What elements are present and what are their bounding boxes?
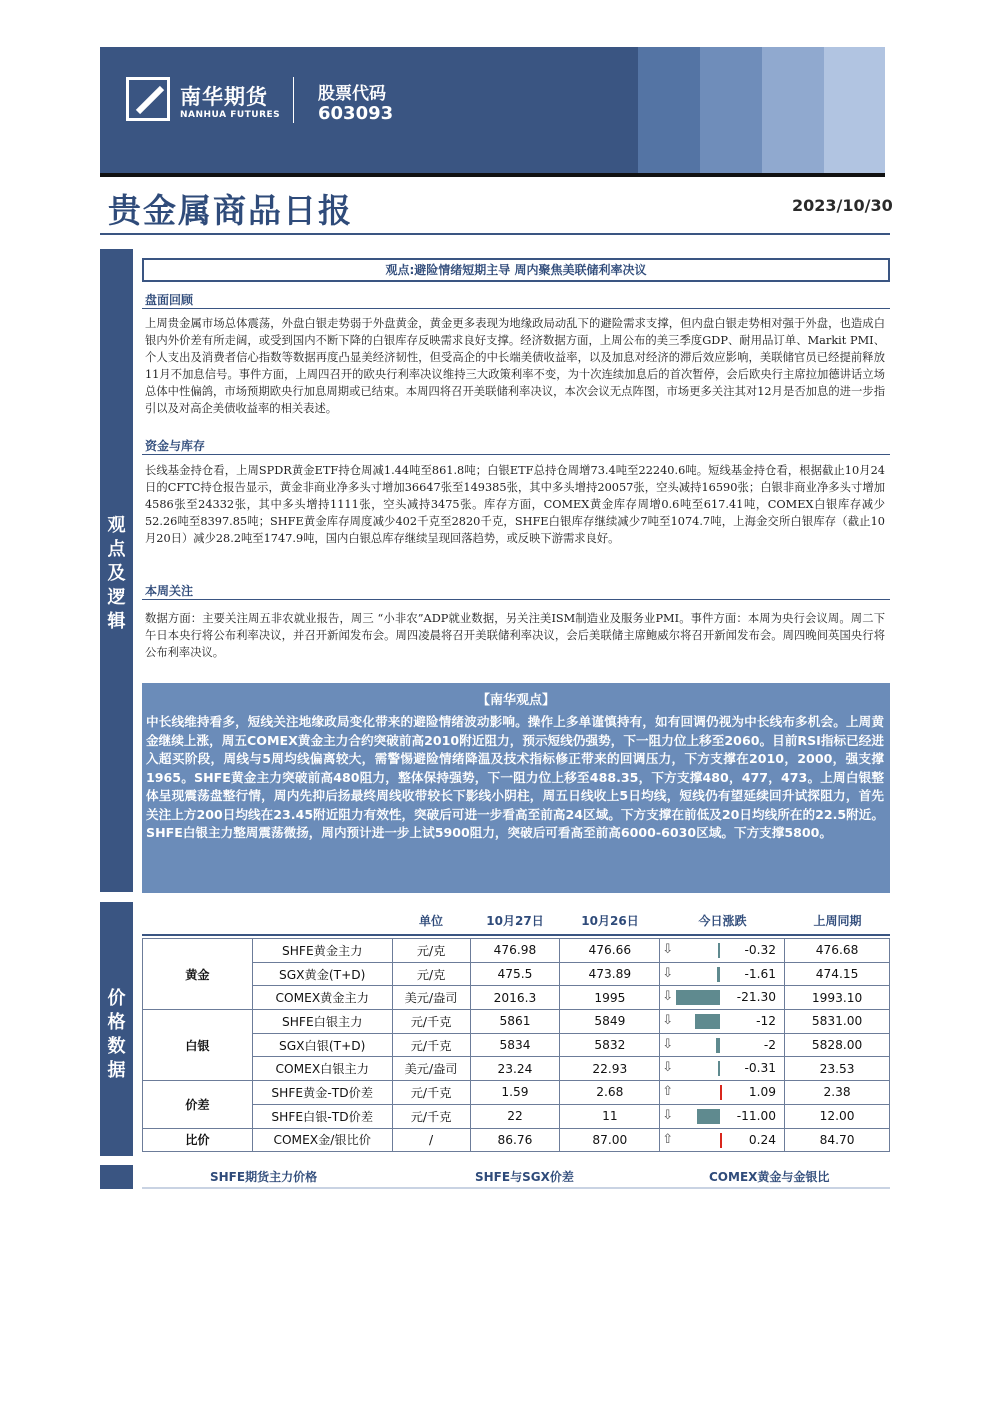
table-row <box>143 1057 890 1081</box>
date2-value: 22.93 <box>560 1057 660 1081</box>
banner-stripe <box>638 47 700 173</box>
change-value: -12 <box>756 1014 777 1029</box>
col-header-date1: 10月27日 <box>486 914 544 928</box>
instrument-name: SHFE白银主力 <box>252 1010 392 1034</box>
sidebar-view-logic <box>100 249 133 892</box>
change-cell <box>660 1128 785 1152</box>
sidebar-charts-marker <box>100 1165 133 1189</box>
row-group-label: 比价 <box>143 1128 253 1152</box>
unit-cell: 元/千克 <box>392 1033 470 1057</box>
date2-value: 476.66 <box>560 939 660 963</box>
unit-cell: 元/千克 <box>392 1104 470 1128</box>
instrument-name: SGX白银(T+D) <box>252 1033 392 1057</box>
section-title-funds: 资金与库存 <box>145 439 206 453</box>
change-cell <box>660 986 785 1010</box>
instrument-name: COMEX黄金主力 <box>252 986 392 1010</box>
up-arrow-icon: ⇧ <box>662 1131 674 1147</box>
change-cell <box>660 1057 785 1081</box>
change-bar <box>697 1109 720 1124</box>
table-row <box>143 962 890 986</box>
last-week-value: 474.15 <box>785 962 890 986</box>
stock-code-value: 603093 <box>318 103 394 124</box>
last-week-value: 84.70 <box>785 1128 890 1152</box>
instrument-name: COMEX白银主力 <box>252 1057 392 1081</box>
section-divider <box>142 454 890 455</box>
date1-value: 22 <box>470 1104 560 1128</box>
nanhua-view-box <box>142 683 890 893</box>
nanhua-logo-icon <box>126 77 170 121</box>
table-row <box>143 986 890 1010</box>
section-title-review: 盘面回顾 <box>145 293 194 307</box>
last-week-value: 12.00 <box>785 1104 890 1128</box>
stock-code-label: 股票代码 <box>318 84 386 104</box>
change-bar <box>720 1085 722 1100</box>
table-row <box>143 1081 890 1105</box>
title-divider <box>100 233 890 235</box>
change-cell <box>660 1010 785 1034</box>
date1-value: 476.98 <box>470 939 560 963</box>
date1-value: 2016.3 <box>470 986 560 1010</box>
change-value: -0.32 <box>744 943 777 957</box>
change-value: -21.30 <box>736 990 777 1005</box>
date1-value: 1.59 <box>470 1081 560 1105</box>
date2-value: 5832 <box>560 1033 660 1057</box>
change-bar <box>716 1038 720 1053</box>
company-name-en: NANHUA FUTURES <box>180 110 281 120</box>
change-value: -2 <box>763 1037 777 1052</box>
banner-stripe <box>700 47 762 173</box>
col-header-date2: 10月26日 <box>581 914 639 928</box>
nanhua-view-title: 【南华观点】 <box>476 693 555 708</box>
down-arrow-icon: ⇩ <box>662 1107 674 1123</box>
unit-cell: 元/千克 <box>392 1081 470 1105</box>
sidebar-view-logic-label: 观 点 及 逻 辑 <box>107 515 126 632</box>
change-bar <box>695 1014 720 1029</box>
change-bar <box>676 990 720 1005</box>
table-row <box>143 1104 890 1128</box>
change-cell <box>660 939 785 963</box>
change-cell <box>660 1033 785 1057</box>
nanhua-view-text: 中长线维持看多，短线关注地缘政局变化带来的避险情绪波动影响。操作上多单谨慎持有，如有回调仍视为中长线布多机会。上周黄金继续上涨，周五COMEX黄金主力合约突破前高2010附近阻力，预示短线仍强势，下一阻力位上移至2060。目前RSI指标已经进入超买阶段，周线与5周均线偏离较大，需警惕避险情绪降温及技术指标修正带来的回调压力，下方支撑在2010，2000，强支撑1965。SHFE黄金主力突破前高480阻力，整体保持强势，下一阻力位上移至488.35，下方支撑480，477，473。上周白银整体呈现震荡盘整行情，周内先抑后扬最终周线收带较长下影线小阴柱，周五日线收上5日均线，短线仍有望延续回升试探阻力，首先关注上方200日均线在23.45附近阻力有效性，突破后可进一步看高至前高24区域。下方支撑在前低及20日均线所在的22.5附近。SHFE白银主力整周震荡微扬，周内预计进一步上试5900阻力，突破后可看高至前高6000-6030区域。下方支撑5800。 <box>146 714 884 840</box>
report-title: 贵金属商品日报 <box>108 191 353 230</box>
date1-value: 86.76 <box>470 1128 560 1152</box>
date1-value: 23.24 <box>470 1057 560 1081</box>
sidebar-price-data-label: 价 格 数 据 <box>107 988 126 1081</box>
down-arrow-icon: ⇩ <box>662 942 674 957</box>
price-table <box>142 938 890 1152</box>
change-value: -0.31 <box>744 1061 777 1076</box>
row-group-label: 价差 <box>143 1081 253 1128</box>
last-week-value: 5828.00 <box>785 1033 890 1057</box>
date2-value: 1995 <box>560 986 660 1010</box>
change-cell <box>660 1081 785 1105</box>
table-row <box>143 1033 890 1057</box>
header-banner <box>100 47 885 173</box>
row-group-label: 黄金 <box>143 939 253 1010</box>
down-arrow-icon: ⇩ <box>662 989 674 1005</box>
change-cell <box>660 1104 785 1128</box>
table-row <box>143 939 890 963</box>
section-divider <box>142 599 890 600</box>
instrument-name: SHFE白银-TD价差 <box>252 1104 392 1128</box>
company-name-cn: 南华期货 <box>180 85 268 109</box>
review-paragraph: 上周贵金属市场总体震荡，外盘白银走势弱于外盘黄金，黄金更多表现为地缘政局动乱下的避险需求支撑，但内盘白银走势相对强于外盘，也造成白银内外价差有所走阔，或受到国内不断下降的白银库存反映需求良好支撑。经济数据方面，上周公布的美三季度GDP、耐用品订单、Markit PMI、个人支出及消费者信心指数等数据再度凸显美经济韧性，但受高企的中长端美债收益率，以及加息对经济的滞后效应影响，美联储官员已经提前释放11月不加息信号。事件方面，上周四召开的欧央行利率决议维持三大政策利率不变，为十次连续加息后的首次暂停，会后欧央行主席拉加德讲话立场总体中性偏鸽，市场预期欧央行加息周期或已结束。本周四将召开美联储利率决议，本次会议无点阵图，市场更多关注其对12月是否加息的进一步指引以及对高企美债收益率的相关表述。 <box>145 317 885 415</box>
sidebar-price-data <box>100 902 133 1156</box>
instrument-name: SHFE黄金-TD价差 <box>252 1081 392 1105</box>
section-title-week: 本周关注 <box>145 584 194 598</box>
change-value: 1.09 <box>748 1085 777 1100</box>
date1-value: 475.5 <box>470 962 560 986</box>
unit-cell: 美元/盎司 <box>392 1057 470 1081</box>
change-value: -1.61 <box>744 966 777 981</box>
chart-caption-comex-ratio: COMEX黄金与金银比 <box>709 1170 830 1184</box>
section-divider <box>142 308 890 309</box>
change-bar <box>718 1061 720 1076</box>
week-paragraph: 数据方面：主要关注周五非农就业报告，周三 “小非农”ADP就业数据，另关注美ISM制造业及服务业PMI。事件方面：本周为央行会议周。周二下午日本央行将公布利率决议，并召开新闻发布会。周四凌晨将召开美联储利率决议，会后美联储主席鲍威尔将召开新闻发布会。周四晚间英国央行将公布利率决议。 <box>145 612 885 659</box>
table-row <box>143 1010 890 1034</box>
last-week-value: 2.38 <box>785 1081 890 1105</box>
banner-main-block <box>100 47 638 173</box>
row-group-label: 白银 <box>143 1010 253 1081</box>
col-header-unit: 单位 <box>418 914 443 928</box>
table-header-divider <box>142 934 890 936</box>
last-week-value: 5831.00 <box>785 1010 890 1034</box>
date2-value: 5849 <box>560 1010 660 1034</box>
down-arrow-icon: ⇩ <box>662 965 674 981</box>
instrument-name: SGX黄金(T+D) <box>252 962 392 986</box>
banner-stripe <box>762 47 824 173</box>
up-arrow-icon: ⇧ <box>662 1084 674 1100</box>
unit-cell: 元/千克 <box>392 1010 470 1034</box>
bottom-divider <box>142 1187 890 1189</box>
chart-caption-shfe-price: SHFE期货主力价格 <box>210 1170 318 1184</box>
date1-value: 5834 <box>470 1033 560 1057</box>
last-week-value: 23.53 <box>785 1057 890 1081</box>
chart-caption-shfe-sgx-spread: SHFE与SGX价差 <box>475 1170 574 1184</box>
date2-value: 11 <box>560 1104 660 1128</box>
col-header-change: 今日涨跌 <box>698 914 747 928</box>
funds-paragraph: 长线基金持仓看，上周SPDR黄金ETF持仓周减1.44吨至861.8吨；白银ETF总持仓周增73.4吨至22240.6吨。短线基金持仓看，根据截止10月24日的CFTC持仓报告显示，黄金非商业净多头寸增加36647张至149385张，其中多头增持20057张，空头减持16590张；白银非商业净多头寸增加4586张至24332张，其中多头增持1111张，空头减持3475张。库存方面，COMEX黄金库存周增0.6吨至617.41吨，COMEX白银库存减少52.26吨至8397.85吨；SHFE黄金库存周度减少402千克至2820千克，SHFE白银库存继续减少7吨至1074.7吨，上海金交所白银库存（截止10月20日）减少28.2吨至1747.9吨，国内白银总库存继续呈现回落趋势，或反映下游需求良好。 <box>145 464 885 545</box>
change-bar <box>720 1133 722 1148</box>
table-row <box>143 1128 890 1152</box>
viewpoint-banner: 观点:避险情绪短期主导 周内聚焦美联储利率决议 <box>142 258 890 282</box>
change-value: -11.00 <box>736 1108 777 1123</box>
change-bar <box>717 967 720 982</box>
change-cell <box>660 962 785 986</box>
last-week-value: 1993.10 <box>785 986 890 1010</box>
unit-cell: 美元/盎司 <box>392 986 470 1010</box>
date2-value: 2.68 <box>560 1081 660 1105</box>
report-date: 2023/10/30 <box>792 196 893 215</box>
down-arrow-icon: ⇩ <box>662 1013 674 1029</box>
instrument-name: SHFE黄金主力 <box>252 939 392 963</box>
unit-cell: 元/克 <box>392 962 470 986</box>
down-arrow-icon: ⇩ <box>662 1060 674 1076</box>
header-divider <box>100 173 885 177</box>
unit-cell: 元/克 <box>392 939 470 963</box>
down-arrow-icon: ⇩ <box>662 1036 674 1052</box>
date2-value: 87.00 <box>560 1128 660 1152</box>
date1-value: 5861 <box>470 1010 560 1034</box>
logo-divider <box>293 77 294 123</box>
last-week-value: 476.68 <box>785 939 890 963</box>
col-header-last-week: 上周同期 <box>813 914 862 928</box>
date2-value: 473.89 <box>560 962 660 986</box>
change-value: 0.24 <box>748 1132 777 1147</box>
banner-stripe <box>824 47 885 173</box>
instrument-name: COMEX金/银比价 <box>252 1128 392 1152</box>
unit-cell: / <box>392 1128 470 1152</box>
change-bar <box>718 943 720 958</box>
